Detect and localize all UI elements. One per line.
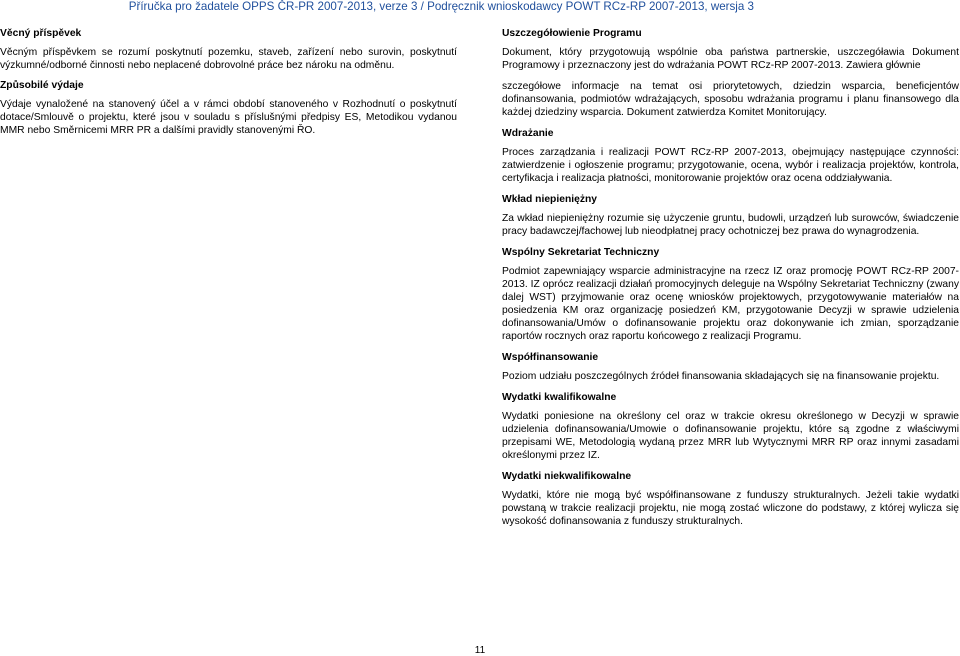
section-paragraph: Proces zarządzania i realizacji POWT RCz-RP 2007-2013, obejmujący następujące czynności: zatwierdzenie i ogłoszenie programu; przygotowanie, ocena, wybór i realizacja projektów, kontrola, certyfikacja i realizacja płatności, monitorowanie projektów oraz ocena oddziaływania. <box>502 147 959 184</box>
section-paragraph: Podmiot zapewniający wsparcie administracyjne na rzecz IZ oraz promocję POWT RCz-RP 2007-2013. IZ oprócz realizacji działań promocyjnych deleguje na Wspólny Sekretariat Techniczny (zwany dalej WST) przyjmowanie oraz ocenę wniosków projektowych, przygotowywanie materiałów na posiedzenia KM oraz organizację posiedzeń KM, przygotowanie Decyzji w sprawie udzielenia dofinansowania/Umów o dofinansowanie projektu oraz dokonywanie ich zmian, sporządzanie raportów rocznych oraz raportu końcowego z realizacji Programu. <box>502 266 959 342</box>
section-paragraph: Poziom udziału poszczególnych źródeł finansowania składających się na finansowanie projektu. <box>502 371 940 382</box>
section-wydatki-niekwalifikowalne <box>502 470 959 528</box>
section-vecny-prispevek <box>0 27 457 72</box>
section-paragraph: szczegółowe informacje na temat osi priorytetowych, dziedzin wsparcia, beneficjentów dofinansowania, podmiotów wdrażających, sposobu wdrażania programu i planu finansowego dla każdej dziedziny wsparcia. Dokument zatwierdza Komitet Monitorujący. <box>502 81 959 118</box>
section-heading: Wydatki niekwalifikowalne <box>502 471 632 482</box>
left-column-czech <box>0 27 457 144</box>
section-paragraph: Dokument, który przygotowują wspólnie oba państwa partnerskie, uszczegóławia Dokument Programowy i przeznaczony jest do wdrażania POWT RCz-RP 2007-2013. Zawiera głównie <box>502 47 959 71</box>
section-heading: Wkład niepieniężny <box>502 194 597 205</box>
section-paragraph: Výdaje vynaložené na stanovený účel a v rámci období stanoveného v Rozhodnutí o poskytnutí dotace/Smlouvě o projektu, které jsou v souladu s příslušnými předpisy ES, Metodikou vydanou MMR nebo Směrnicemi MRR PR a dalšími pravidly stanovenými ŘO. <box>0 99 457 136</box>
section-heading: Współfinansowanie <box>502 352 599 363</box>
section-heading: Uszczegółowienie Programu <box>502 28 642 39</box>
section-wklad-niepieniezny <box>502 193 959 238</box>
page-number: 11 <box>474 645 486 656</box>
section-wspolfinansowanie <box>502 351 959 383</box>
section-heading: Wdrażanie <box>502 128 554 139</box>
right-column-polish <box>502 27 959 536</box>
section-paragraph: Věcným příspěvkem se rozumí poskytnutí pozemku, staveb, zařízení nebo surovin, poskytnutí výzkumné/odborné činnosti nebo neplacené dobrovolné práce bez nároku na odměnu. <box>0 47 457 71</box>
section-zpusobile-vydaje <box>0 79 457 137</box>
section-heading: Způsobilé výdaje <box>0 80 84 91</box>
running-header: Příručka pro žadatele OPPS ČR-PR 2007-2013, verze 3 / Podręcznik wnioskodawcy POWT RCz-RP 2007-2013, wersja 3 <box>128 0 754 13</box>
section-heading: Wspólny Sekretariat Techniczny <box>502 247 660 258</box>
section-wdrazanie <box>502 127 959 185</box>
section-wspolny-sekretariat <box>502 246 959 343</box>
section-uszczegolowienie-programu <box>502 27 959 119</box>
section-paragraph: Wydatki poniesione na określony cel oraz w trakcie okresu określonego w Decyzji w sprawie udzielenia dofinansowania/Umowie o dofinansowanie projektu, które są zgodne z właściwymi przepisami WE, Metodologią wydaną przez MRR lub Wytycznymi MRR RP oraz innymi zasadami określonymi przez IZ. <box>502 411 959 461</box>
section-paragraph: Wydatki, które nie mogą być współfinansowane z funduszy strukturalnych. Jeżeli takie wydatki powstaną w trakcie realizacji projektu, nie mogą zostać wliczone do podstawy, z której wylicza się wysokość dofinansowania z funduszy strukturalnych. <box>502 490 959 527</box>
section-heading: Věcný příspěvek <box>0 28 82 39</box>
section-heading: Wydatki kwalifikowalne <box>502 392 617 403</box>
section-wydatki-kwalifikowalne <box>502 391 959 462</box>
section-paragraph: Za wkład niepieniężny rozumie się użyczenie gruntu, budowli, urządzeń lub surowców, świadczenie pracy badawczej/fachowej lub nieodpłatnej pracy ochotniczej bez prawa do wynagrodzenia. <box>502 213 959 237</box>
